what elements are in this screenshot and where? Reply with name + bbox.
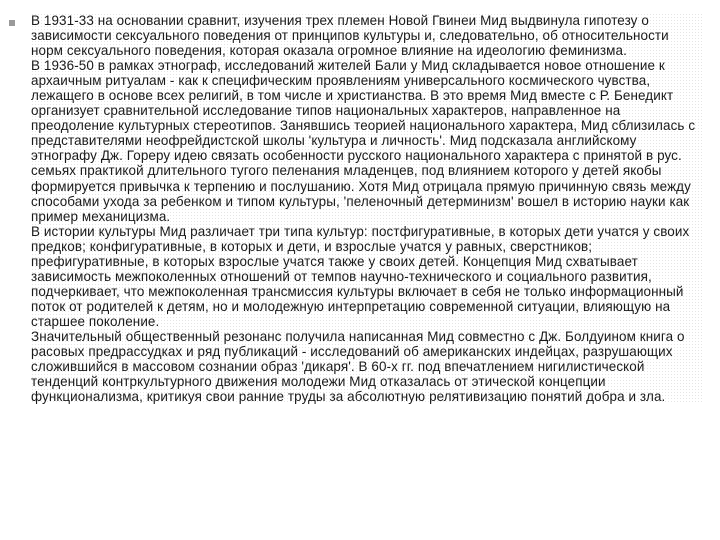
paragraph-mead-new-guinea: В 1931-33 на основании сравнит, изучения трех племен Новой Гвинеи Мид выдвинула гипотезу о зависимости сексуального поведения от принципов культуры и, следовательно, об относительности норм сексуального поведения, которая оказала огромное влияние на идеологию феминизма.: [31, 13, 669, 59]
bullet-text-block: [31, 13, 703, 404]
paragraph-mead-culture-types: В истории культуры Мид различает три типа культур: постфигуративные, в которых дети учатся у своих предков; конфигуративные, в которых и дети, и взрослые учатся у равных, сверстников; префигуративные, в которых взрослые учатся также у своих детей. Концепция Мид схватывает зависимость межпоколенных отношений от темпов научно-технического и социального развития, подчеркивает, что межпоколенная трансмиссия культуры включает в себя не только информационный поток от родителей к детям, но и молодежную интерпретацию современной ситуации, влияющую на старшее поколение.: [31, 223, 690, 329]
square-bullet-icon: [9, 20, 15, 26]
paragraph-mead-public-resonance: Значительный общественный резонанс получила написанная Мид совместно с Дж. Болдуином книга о расовых предрассудках и ряд публикаций - исследований об американских индейцах, разрушающих сложившийся в массовом сознании образ 'дикаря'. В 60-х гг. под впечатлением нигилистической тенденций контркультурного движения молодежи Мид отказалась от этической концепции функционализма, критикуя свои ранние труды за абсолютную релятивизацию понятий добра и зла.: [31, 328, 685, 405]
paragraph-mead-bali: В 1936-50 в рамках этнограф, исследований жителей Бали у Мид складывается новое отношение к архаичным ритуалам - как к специфическим проявлениям универсального космического чувства, лежащего в основе всех религий, в том числе и христианства. В это время Мид вместе с Р. Бенедикт организует сравнительной исследование типов национальных характеров, направленное на преодоление культурных стереотипов. Занявшись теорией национального характера, Мид сблизилась с представителями неофрейдистской школы 'культура и личность'. Мид подсказала английскому этнографу Дж. Гореру идею связать особенности русского национального характера с принятой в рус. семьях практикой длительного тугого пеленания младенцев, под влиянием которого у детей якобы формируется привычка к терпению и послушанию. Хотя Мид отрицала прямую причинную связь между способами ухода за ребенком и типом культуры, 'пеленочный детерминизм' вошел в историю науки как пример механицизма.: [31, 58, 696, 224]
